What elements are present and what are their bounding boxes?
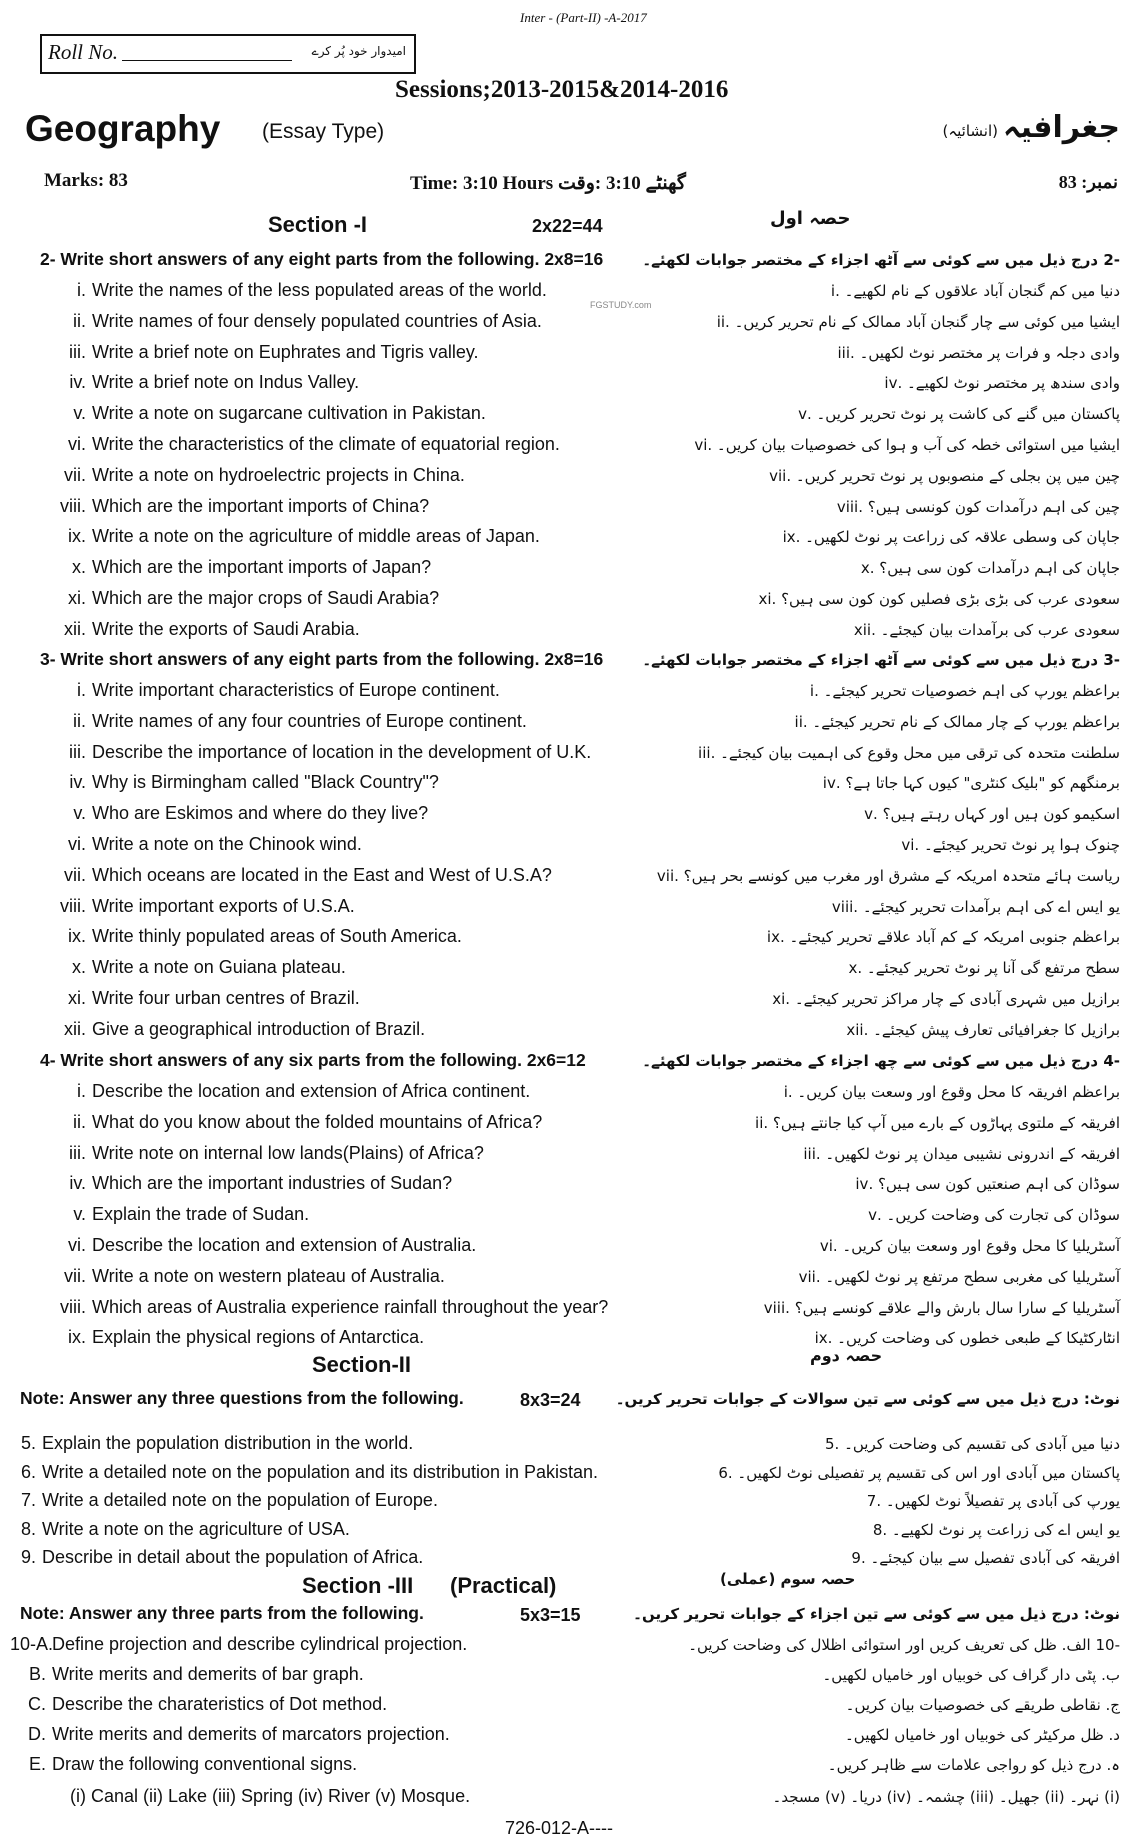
- question-item-urdu: دنیا میں آبادی کی تقسیم کی وضاحت کریں۔ .5: [824, 1435, 1120, 1453]
- question-item-urdu: افریقہ کی آبادی تفصیل سے بیان کیجئے۔ .9: [851, 1549, 1120, 1567]
- item-number: iii.: [69, 341, 86, 362]
- item-number: 6.: [20, 1461, 36, 1482]
- item-number: vi.: [68, 834, 86, 854]
- q2-heading-urdu: -2 درج ذیل میں سے کوئی سے آٹھ اجزاء کے مختصر جوابات لکھئے۔: [642, 251, 1120, 269]
- item-text: Which oceans are located in the East and West of U.S.A?: [92, 864, 552, 885]
- question-item: [0, 1490, 438, 1511]
- item-text: Write a detailed note on the population of Europe.: [42, 1490, 438, 1510]
- question-item: [50, 496, 429, 517]
- question-item-urdu: سعودی عرب کی بڑی بڑی فصلیں کون کون سی ہیں؟ .xi: [758, 590, 1120, 608]
- section-1-marks: 2x22=44: [532, 216, 603, 236]
- question-item-urdu: ہ. درج ذیل کو رواجی علامات سے ظاہر کریں۔: [827, 1756, 1120, 1774]
- question-item: [50, 772, 439, 793]
- question-item-urdu: جاپان کی اہم درآمدات کون سی ہیں؟ .x: [860, 559, 1120, 578]
- sessions: Sessions;2013-2015&2014-2016: [395, 76, 729, 103]
- item-text: Write the exports of Saudi Arabia.: [92, 618, 360, 639]
- question-item-urdu: اسکیمو کون ہیں اور کہاں رہتے ہیں؟ .v: [864, 805, 1120, 824]
- question-item-urdu: ایشیا میں استوائی خطہ کی آب و ہوا کی خصوصیات بیان کریں۔ .vi: [694, 436, 1120, 454]
- item-number: iii.: [69, 741, 86, 762]
- item-text: Write a note on western plateau of Australia.: [92, 1265, 445, 1286]
- roll-no-box: [40, 34, 416, 74]
- item-text: Describe the charateristics of Dot method.: [52, 1694, 388, 1714]
- item-number: vi.: [68, 434, 86, 454]
- section-3-title-urdu: حصہ سوم (عملی): [720, 1570, 856, 1588]
- item-number: 9.: [20, 1547, 36, 1567]
- item-number: i.: [77, 1081, 86, 1101]
- item-number: xi.: [68, 988, 86, 1008]
- question-item: [0, 1547, 423, 1568]
- question-item-urdu: دنیا میں کم گنجان آباد علاقوں کے نام لکھیے۔ .i: [830, 282, 1120, 300]
- question-item-urdu: آسٹریلیا کا محل وقوع اور وسعت بیان کریں۔ .vi: [819, 1237, 1120, 1255]
- section-3-note-urdu: نوٹ: درج ذیل میں سے کوئی سے تین اجزاء کے جوابات تحریر کریں۔: [633, 1605, 1120, 1623]
- question-item-urdu: افریقہ کے ملتوی پہاڑوں کے بارے میں آپ کیا جانتے ہیں؟ .ii: [755, 1113, 1120, 1132]
- question-item: [10, 1634, 467, 1655]
- section-2-marks: 8x3=24: [520, 1390, 581, 1410]
- question-item-urdu: آسٹریلیا کے سارا سال بارش والے علاقے کونسے ہیں؟ .viii: [763, 1298, 1120, 1317]
- item-number: viii.: [60, 1296, 86, 1317]
- question-item-urdu: وادی سندھ پر مختصر نوٹ لکھیے۔ .iv: [884, 374, 1120, 393]
- question-item-urdu: براعظم افریقہ کا محل وقوع اور وسعت بیان کریں۔ .i: [783, 1083, 1120, 1101]
- roll-no-urdu: امیدوار خود پُر کرے: [311, 44, 406, 58]
- question-item-urdu: سوڈان کی اہم صنعتیں کون سی ہیں؟ .iv: [855, 1175, 1120, 1194]
- section-1-title: Section -I: [268, 212, 368, 237]
- item-number: iv.: [69, 772, 86, 793]
- item-text: Give a geographical introduction of Brazil.: [92, 1018, 426, 1039]
- question-item-urdu: براعظم جنوبی امریکہ کے کم آباد علاقے تحریر کیجئے۔ .ix: [766, 928, 1120, 947]
- question-item: [50, 957, 346, 978]
- item-text: Write names of four densely populated countries of Asia.: [92, 310, 542, 331]
- time: Time: 3:10 Hours گھنٹے 3:10 :وقت: [410, 173, 686, 194]
- item-number: E.: [28, 1754, 46, 1774]
- item-number: iv.: [69, 1173, 86, 1194]
- item-number: 5.: [20, 1433, 36, 1453]
- question-item: [50, 1204, 309, 1225]
- subject-urdu: جغرافیہ: [1003, 110, 1120, 145]
- item-text: Write the characteristics of the climate of equatorial region.: [92, 434, 560, 454]
- question-item-urdu: ب. پٹی دار گراف کی خوبیاں اور خامیاں لکھیں۔: [822, 1666, 1120, 1684]
- item-number: 8.: [20, 1518, 36, 1539]
- question-item-urdu: سوڈان کی تجارت کی وضاحت کریں۔ .v: [868, 1206, 1120, 1225]
- question-item: [50, 834, 362, 855]
- item-number: iii.: [69, 1142, 86, 1163]
- subject-type: (Essay Type): [262, 120, 385, 143]
- item-text: Write merits and demerits of bar graph.: [52, 1664, 364, 1684]
- question-item-urdu: سعودی عرب کی برآمدات بیان کیجئے۔ .xii: [853, 620, 1120, 639]
- q2-heading: 2- Write short answers of any eight parts from the following. 2x8=16: [40, 249, 604, 269]
- question-item: [10, 1724, 450, 1745]
- item-text: Write a note on sugarcane cultivation in Pakistan.: [92, 403, 486, 424]
- section-3-marks: 5x3=15: [520, 1605, 581, 1625]
- item-number: ix.: [68, 526, 86, 547]
- question-item: [50, 1173, 452, 1194]
- question-item-urdu: -10 الف. ظل کی تعریف کریں اور استوائی اظلال کی وضاحت کریں۔: [688, 1636, 1120, 1654]
- question-item-urdu: سلطنت متحدہ کی ترقی میں محل وقوع کی اہمیت بیان کیجئے۔ .iii: [698, 743, 1120, 762]
- item-text: Which areas of Australia experience rainfall throughout the year?: [92, 1296, 609, 1317]
- item-number: viii.: [60, 895, 86, 916]
- item-number: x.: [71, 557, 86, 578]
- question-item: [50, 465, 465, 486]
- item-number: v.: [73, 803, 86, 824]
- item-number: vii.: [64, 1265, 86, 1286]
- item-text: Who are Eskimos and where do they live?: [92, 803, 429, 824]
- question-item-urdu: وادی دجلہ و فرات پر مختصر نوٹ لکھیں۔ .iii: [837, 343, 1120, 362]
- question-item: [50, 619, 360, 640]
- question-item: [50, 1143, 484, 1164]
- question-item: [50, 711, 527, 732]
- item-text: Which are the important imports of Japan?: [92, 557, 432, 578]
- item-text: Write note on internal low lands(Plains) of Africa?: [92, 1142, 484, 1163]
- item-number: iv.: [69, 372, 86, 393]
- section-3-title: Section -III: [302, 1573, 414, 1598]
- question-item: [50, 588, 439, 609]
- question-item-urdu: افریقہ کے اندرونی نشیبی میدان پر نوٹ لکھیں۔ .iii: [803, 1144, 1120, 1163]
- item-text: Write important characteristics of Europe continent.: [92, 680, 500, 700]
- item-number: ix.: [68, 1327, 86, 1348]
- question-item: [50, 403, 486, 424]
- question-item: [50, 526, 540, 547]
- item-text: Write names of any four countries of Europe continent.: [92, 710, 527, 731]
- item-text: Write a note on Guiana plateau.: [92, 957, 346, 978]
- question-item: [10, 1664, 364, 1685]
- question-item: [50, 372, 359, 393]
- paper-code: Inter - (Part-II) -A-2017: [520, 10, 647, 25]
- item-text: Describe the location and extension of Australia.: [92, 1235, 477, 1255]
- marks-urdu: نمبر: 83: [1058, 172, 1118, 192]
- item-text: Explain the physical regions of Antarctica.: [92, 1327, 425, 1348]
- item-text: Which are the important industries of Sudan?: [92, 1173, 453, 1194]
- question-item: [10, 1754, 357, 1775]
- question-item: [50, 1327, 424, 1348]
- footer-code: 726-012-A----: [505, 1818, 614, 1838]
- item-number: xii.: [64, 618, 86, 639]
- item-text: Describe in detail about the population of Africa.: [42, 1547, 424, 1567]
- question-item: [50, 1297, 608, 1318]
- item-number: xi.: [68, 588, 86, 608]
- item-number: i.: [77, 680, 86, 700]
- item-number: v.: [73, 1204, 86, 1225]
- question-item: [0, 1433, 413, 1454]
- question-item: [50, 1019, 425, 1040]
- item-text: Write a brief note on Euphrates and Tigris valley.: [92, 341, 479, 362]
- item-number: B.: [28, 1664, 46, 1684]
- item-text: Write a brief note on Indus Valley.: [92, 372, 360, 393]
- item-text: Explain the population distribution in the world.: [42, 1433, 414, 1453]
- question-item-urdu: براعظم یورپ کے چار ممالک کے نام تحریر کیجئے۔ .ii: [794, 712, 1120, 731]
- question-item-urdu: جاپان کی وسطی علاقہ کی زراعت پر نوٹ لکھیں۔ .ix: [782, 528, 1120, 547]
- question-item-urdu: برازیل میں شہری آبادی کے چار مراکز تحریر کیجئے۔ .xi: [772, 990, 1120, 1008]
- item-text: Which are the major crops of Saudi Arabia?: [92, 588, 440, 608]
- question-item: [50, 680, 500, 701]
- question-item: [50, 1112, 542, 1133]
- question-item: [0, 1519, 350, 1540]
- question-item-urdu: یورپ کی آبادی پر تفصیلاً نوٹ لکھیں۔ .7: [866, 1492, 1120, 1510]
- roll-no-line: [122, 60, 292, 61]
- item-number: v.: [73, 403, 86, 424]
- section-2-note: Note: Answer any three questions from the following.: [20, 1388, 464, 1408]
- roll-no-label: Roll No.: [48, 40, 119, 64]
- section-2-note-urdu: نوٹ: درج ذیل میں سے کوئی سے تین سوالات کے جوابات تحریر کریں۔: [615, 1390, 1120, 1408]
- question-item: [50, 280, 547, 301]
- item-text: What do you know about the folded mountains of Africa?: [92, 1111, 543, 1132]
- question-item-urdu: برازیل کا جغرافیائی تعارف پیش کیجئے۔ .xii: [846, 1020, 1120, 1039]
- item-text: Write a note on hydroelectric projects in China.: [92, 464, 465, 485]
- question-item: [50, 926, 462, 947]
- item-text: Why is Birmingham called "Black Country"?: [92, 772, 439, 793]
- question-item-urdu: د. ظل مرکیٹر کی خوبیاں اور خامیاں لکھیں۔: [844, 1726, 1120, 1744]
- conventional-signs-urdu: (i) نہر۔ (ii) جھیل۔ (iii) چشمہ۔ (iv) دریا۔ (v) مسجد۔: [772, 1788, 1120, 1806]
- item-text: Write a note on the agriculture of middle areas of Japan.: [92, 526, 540, 547]
- question-item: [50, 1266, 445, 1287]
- item-text: Write the names of the less populated areas of the world.: [92, 280, 547, 300]
- item-number: viii.: [60, 495, 86, 516]
- question-item-urdu: ج. نقاطی طریقے کی خصوصیات بیان کریں۔: [845, 1696, 1120, 1714]
- conventional-signs: (i) Canal (ii) Lake (iii) Spring (iv) River (v) Mosque.: [70, 1786, 471, 1806]
- item-text: Define projection and describe cylindrical projection.: [52, 1634, 468, 1654]
- question-item: [50, 988, 360, 1009]
- item-number: ix.: [68, 926, 86, 947]
- item-text: Explain the trade of Sudan.: [92, 1204, 310, 1225]
- item-number: vii.: [64, 864, 86, 885]
- item-text: Draw the following conventional signs.: [52, 1754, 358, 1774]
- item-text: Write thinly populated areas of South America.: [92, 926, 462, 947]
- question-item-urdu: آسٹریلیا کی مغربی سطح مرتفع پر نوٹ لکھیں۔ .vii: [798, 1267, 1120, 1286]
- item-number: C.: [28, 1694, 46, 1714]
- item-number: 10-A.: [10, 1634, 54, 1654]
- item-number: 7.: [20, 1490, 36, 1510]
- section-2-title: Section-II: [312, 1352, 412, 1377]
- q4-heading-urdu: -4 درج ذیل میں سے کوئی سے چھ اجزاء کے مختصر جوابات لکھئے۔: [642, 1052, 1120, 1070]
- question-item-urdu: سطح مرتفع گی آنا پر نوٹ تحریر کیجئے۔ .x: [848, 959, 1120, 978]
- item-text: Describe the location and extension of Africa continent.: [92, 1081, 531, 1101]
- question-item-urdu: براعظم یورپ کی اہم خصوصیات تحریر کیجئے۔ .i: [809, 682, 1120, 700]
- question-item-urdu: چنوک ہوا پر نوٹ تحریر کیجئے۔ .vi: [901, 836, 1120, 854]
- item-text: Write a note on the agriculture of USA.: [42, 1518, 350, 1539]
- item-text: Write important exports of U.S.A.: [92, 895, 355, 916]
- question-item: [50, 311, 542, 332]
- question-item-urdu: انٹارکٹیکا کے طبعی خطوں کی وضاحت کریں۔ .ix: [814, 1329, 1120, 1348]
- question-item-urdu: یو ایس اے کی اہم برآمدات تحریر کیجئے۔ .viii: [831, 897, 1120, 916]
- section-1-title-urdu: حصہ اول: [770, 208, 851, 229]
- item-number: vii.: [64, 464, 86, 485]
- section-3-note: Note: Answer any three parts from the following.: [20, 1603, 424, 1623]
- section-2-title-urdu: حصہ دوم: [810, 1346, 883, 1365]
- subject-title: Geography: [25, 108, 221, 149]
- question-item: [50, 342, 479, 363]
- item-number: ii.: [73, 710, 86, 731]
- item-text: Which are the important imports of China?: [92, 495, 430, 516]
- question-item: [0, 1462, 598, 1483]
- item-number: ii.: [73, 310, 86, 331]
- subject-type-urdu: (انشائیہ): [942, 122, 998, 140]
- item-number: xii.: [64, 1018, 86, 1039]
- watermark-small: FGSTUDY.com: [590, 300, 652, 310]
- question-item-urdu: چین کی اہم درآمدات کون کونسی ہیں؟ .viii: [836, 497, 1120, 516]
- question-item-urdu: یو ایس اے کی زراعت پر نوٹ لکھیے۔ .8: [872, 1520, 1120, 1539]
- question-item-urdu: ریاست ہائے متحدہ امریکہ کے مشرق اور مغرب میں کونسے بحر ہیں؟ .vii: [656, 866, 1120, 885]
- question-item: [50, 896, 355, 917]
- marks: Marks: 83: [44, 170, 128, 191]
- item-text: Describe the importance of location in the development of U.K.: [92, 741, 592, 762]
- q3-heading-urdu: -3 درج ذیل میں سے کوئی سے آٹھ اجزاء کے مختصر جوابات لکھئے۔: [642, 651, 1120, 669]
- item-number: ii.: [73, 1111, 86, 1132]
- item-number: i.: [77, 280, 86, 300]
- question-item-urdu: ایشیا میں کوئی سے چار گنجان آباد ممالک کے نام تحریر کریں۔ .ii: [716, 312, 1120, 331]
- question-item: [50, 865, 552, 886]
- item-number: D.: [28, 1724, 46, 1744]
- question-item: [50, 434, 560, 455]
- question-item: [50, 1081, 530, 1102]
- item-number: x.: [71, 957, 86, 978]
- question-item: [10, 1694, 387, 1715]
- item-text: Write a detailed note on the population and its distribution in Pakistan.: [42, 1461, 599, 1482]
- section-3-subtitle: (Practical): [450, 1573, 557, 1598]
- question-item: [50, 557, 431, 578]
- question-item-urdu: پاکستان میں گنے کی کاشت پر نوٹ تحریر کریں۔ .v: [798, 405, 1120, 424]
- item-text: Write merits and demerits of marcators projection.: [52, 1724, 450, 1744]
- item-text: Write four urban centres of Brazil.: [92, 988, 360, 1008]
- question-item-urdu: پاکستان میں آبادی اور اس کی تقسیم پر تفصیلی نوٹ لکھیں۔ .6: [718, 1463, 1120, 1482]
- q3-heading: 3- Write short answers of any eight parts from the following. 2x8=16: [40, 649, 604, 669]
- item-text: Write a note on the Chinook wind.: [92, 834, 362, 854]
- item-number: vi.: [68, 1235, 86, 1255]
- q4-heading: 4- Write short answers of any six parts from the following. 2x6=12: [40, 1050, 586, 1070]
- question-item: [50, 1235, 476, 1256]
- question-item: [50, 803, 428, 824]
- question-item-urdu: برمنگھم کو "بلیک کنٹری" کیوں کہا جاتا ہے؟ .iv: [822, 774, 1120, 793]
- question-item: [50, 742, 591, 763]
- question-item-urdu: چین میں پن بجلی کے منصوبوں پر نوٹ تحریر کریں۔ .vii: [769, 466, 1120, 485]
